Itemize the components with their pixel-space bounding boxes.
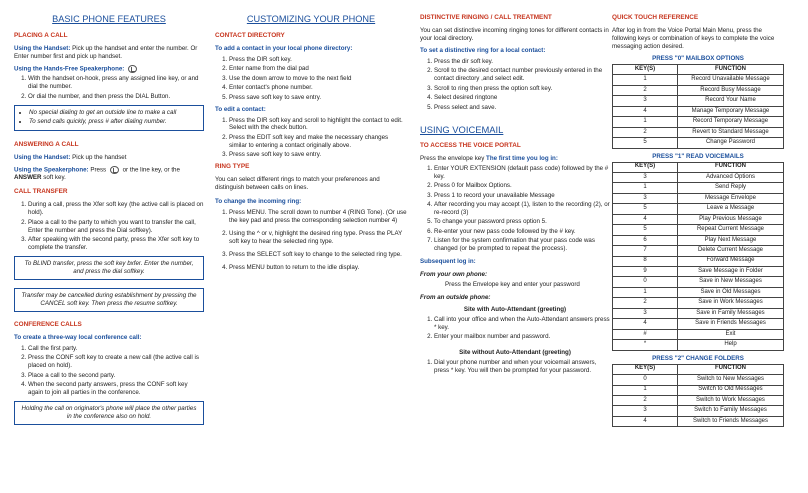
list-item: 1. Press MENU. The scroll down to number 4 (RING Tone). (Or use the key pad and press the corresponding selection number 4) bbox=[229, 209, 407, 225]
table-row bbox=[613, 416, 784, 426]
key-cell: 2 bbox=[613, 127, 678, 137]
table-row bbox=[613, 340, 784, 350]
table-header-row bbox=[613, 162, 784, 172]
table-row bbox=[613, 319, 784, 329]
function-cell: Record Busy Message bbox=[677, 85, 783, 95]
key-cell: 0 bbox=[613, 277, 678, 287]
function-cell: Exit bbox=[677, 329, 783, 339]
table-row bbox=[613, 256, 784, 266]
function-cell: Play Previous Message bbox=[677, 214, 783, 224]
without-aa-steps bbox=[420, 359, 610, 375]
list-item: 4. After recording you may accept (1), listen to the recording (2), or re-record (3) bbox=[434, 201, 610, 217]
table-row bbox=[613, 204, 784, 214]
list-item: 2. Place a call to the party to which you want to transfer the call, Enter the number and press the Dial softkey). bbox=[28, 219, 204, 235]
basic-features-title: BASIC PHONE FEATURES bbox=[52, 14, 166, 24]
table-row bbox=[613, 183, 784, 193]
table-row bbox=[613, 329, 784, 339]
list-item: 3. Use the down arrow to move to the next field bbox=[229, 75, 407, 83]
conference-heading: CONFERENCE CALLS bbox=[14, 320, 82, 328]
table-row bbox=[613, 214, 784, 224]
reference-tables bbox=[612, 55, 784, 427]
table-row bbox=[613, 267, 784, 277]
function-cell: Play Next Message bbox=[677, 235, 783, 245]
key-cell: 3 bbox=[613, 406, 678, 416]
function-cell: Save in Family Messages bbox=[677, 308, 783, 318]
reference-table bbox=[612, 64, 784, 149]
ring-steps bbox=[215, 209, 407, 272]
table-row bbox=[613, 106, 784, 116]
own-phone-label: From your own phone: bbox=[420, 271, 488, 279]
key-cell: 5 bbox=[613, 225, 678, 235]
conference-hold-box: Holding the call on originator's phone will place the other parties in the conference also on hold. bbox=[14, 401, 204, 425]
list-item: 2. Enter name from the dial pad bbox=[229, 65, 407, 73]
function-cell: Switch to New Messages bbox=[677, 375, 783, 385]
function-cell: Switch to Work Messages bbox=[677, 395, 783, 405]
voicemail-title: USING VOICEMAIL bbox=[420, 123, 504, 135]
voice-portal-heading: TO ACCESS THE VOICE PORTAL bbox=[420, 141, 521, 149]
function-cell: Save in Old Messages bbox=[677, 287, 783, 297]
key-cell: * bbox=[613, 340, 678, 350]
speaker-icon bbox=[128, 65, 137, 73]
list-item: • No special dialing to get an outside line to make a call bbox=[29, 109, 198, 117]
key-cell: 3 bbox=[613, 308, 678, 318]
key-cell: 3 bbox=[613, 172, 678, 182]
voicemail-column bbox=[420, 14, 610, 377]
reference-table bbox=[612, 364, 784, 428]
table-row bbox=[613, 298, 784, 308]
list-item: 1. Enter YOUR EXTENSION (default pass code) followed by the # key. bbox=[434, 165, 610, 181]
key-cell: 4 bbox=[613, 416, 678, 426]
function-column-header: FUNCTION bbox=[677, 364, 783, 374]
with-aa-label: Site with Auto-Attendant (greeting) bbox=[463, 305, 567, 313]
add-contact-steps bbox=[215, 56, 407, 102]
add-contact-sub: To add a contact in your local phone directory: bbox=[215, 44, 353, 52]
key-cell: 0 bbox=[613, 375, 678, 385]
reference-table bbox=[612, 162, 784, 351]
table-row bbox=[613, 85, 784, 95]
function-cell: Repeat Current Message bbox=[677, 225, 783, 235]
list-item: 4. Select desired ringtone bbox=[434, 94, 610, 102]
list-item: 1. Press the DIR soft key and scroll to highlight the contact to edit. Select with the check button. bbox=[229, 117, 407, 133]
function-cell: Forward Message bbox=[677, 256, 783, 266]
list-item: 1. Call into your office and when the Auto-Attendant answers press * key. bbox=[434, 316, 610, 332]
function-cell: Record Temporary Message bbox=[677, 117, 783, 127]
basic-features-column bbox=[14, 14, 204, 429]
placing-steps bbox=[14, 75, 204, 100]
table-row bbox=[613, 308, 784, 318]
distinctive-sub: To set a distinctive ring for a local contact: bbox=[420, 47, 546, 55]
key-cell: 2 bbox=[613, 298, 678, 308]
table-row bbox=[613, 172, 784, 182]
function-cell: Switch to Family Messages bbox=[677, 406, 783, 416]
envelope-intro: Press the envelope key The first time you log in: bbox=[420, 154, 558, 162]
list-item: 3. Press the SELECT soft key to change to the selected ring type. bbox=[229, 251, 407, 259]
function-cell: Revert to Standard Message bbox=[677, 127, 783, 137]
key-cell: 1 bbox=[613, 117, 678, 127]
function-cell: Leave a Message bbox=[677, 204, 783, 214]
keys-column-header: KEY(S) bbox=[613, 64, 678, 74]
list-item: 5. To change your password press option 5. bbox=[434, 218, 610, 226]
conference-sub: To create a three-way local conference call: bbox=[14, 333, 142, 341]
quick-reference-column bbox=[612, 14, 784, 427]
key-cell: 9 bbox=[613, 267, 678, 277]
list-item: 4. When the second party answers, press the CONF soft key again to join all parties in the conference. bbox=[28, 381, 204, 397]
without-aa-label: Site without Auto-Attendant (greeting) bbox=[459, 349, 571, 357]
distinctive-intro: You can set distinctive incoming ringing tones for different contacts in your local directory. bbox=[420, 27, 609, 43]
list-item: 4. Enter contact's phone number. bbox=[229, 84, 407, 92]
table-row bbox=[613, 375, 784, 385]
table-row bbox=[613, 235, 784, 245]
placing-handset-para: Using the Handset: Pick up the handset and enter the number. Or Enter number first and pick up handset. bbox=[14, 44, 198, 60]
function-cell: Record Unavailable Message bbox=[677, 75, 783, 85]
keys-column-header: KEY(S) bbox=[613, 364, 678, 374]
subsequent-login-sub: Subsequent log in: bbox=[420, 258, 476, 266]
function-cell: Delete Current Message bbox=[677, 246, 783, 256]
function-cell: Save Message in Folder bbox=[677, 267, 783, 277]
list-item: 1. Call the first party. bbox=[28, 345, 204, 353]
key-cell: 4 bbox=[613, 106, 678, 116]
edit-contact-sub: To edit a contact: bbox=[215, 105, 266, 113]
function-column-header: FUNCTION bbox=[677, 64, 783, 74]
key-cell: 2 bbox=[613, 85, 678, 95]
transfer-steps bbox=[14, 201, 204, 252]
list-item: 4. Press MENU button to return to the idle display. bbox=[229, 264, 407, 272]
list-item: 2. Or dial the number, and then press the DIAL Button. bbox=[28, 93, 204, 101]
table-title: PRESS "1" READ VOICEMAILS bbox=[652, 152, 744, 160]
handsfree-label: Using the Hands-Free Speakerphone: bbox=[14, 65, 204, 74]
list-item: 3. Scroll to ring then press the option soft key. bbox=[434, 85, 610, 93]
list-item: 1. Dial your phone number and when your voicemail answers, press * key. You will then be prompted for your password. bbox=[434, 359, 610, 375]
function-cell: Help bbox=[677, 340, 783, 350]
key-cell: 1 bbox=[613, 75, 678, 85]
table-row bbox=[613, 246, 784, 256]
table-row bbox=[613, 277, 784, 287]
function-cell: Save in Work Messages bbox=[677, 298, 783, 308]
key-cell: 4 bbox=[613, 319, 678, 329]
list-item: 5. Press select and save. bbox=[434, 104, 610, 112]
distinctive-steps bbox=[420, 58, 610, 112]
with-aa-steps bbox=[420, 316, 610, 341]
outside-phone-label: From an outside phone: bbox=[420, 293, 491, 301]
table-row bbox=[613, 117, 784, 127]
table-header-row bbox=[613, 64, 784, 74]
change-ring-sub: To change the incoming ring: bbox=[215, 198, 302, 206]
list-item: • To send calls quickly, press # after dialing number. bbox=[29, 118, 198, 126]
function-cell: Switch to Friends Messages bbox=[677, 416, 783, 426]
key-cell: 1 bbox=[613, 183, 678, 193]
function-cell: Message Envelope bbox=[677, 193, 783, 203]
function-cell: Manage Temporary Message bbox=[677, 106, 783, 116]
function-cell: Save in Friends Messages bbox=[677, 319, 783, 329]
answering-call-heading: ANSWERING A CALL bbox=[14, 140, 79, 148]
list-item: 2. Press the EDIT soft key and make the necessary changes similar to entering a contact originally above. bbox=[229, 134, 407, 150]
list-item: 3. Place a call to the second party. bbox=[28, 372, 204, 380]
table-row bbox=[613, 193, 784, 203]
table-row bbox=[613, 75, 784, 85]
list-item: 1. With the handset on-hook, press any assigned line key, or and dial the number. bbox=[28, 75, 204, 91]
answer-handset-para: Using the Handset: Pick up the handset bbox=[14, 153, 127, 161]
list-item: 1. Press the dir soft key. bbox=[434, 58, 610, 66]
own-phone-text: Press the Envelope key and enter your password bbox=[445, 281, 580, 289]
quick-reference-intro: After log in from the Voice Portal Main Menu, press the following keys or combination of keys to complete the voice messaging action desired. bbox=[612, 27, 775, 51]
function-cell: Send Reply bbox=[677, 183, 783, 193]
contact-directory-heading: CONTACT DIRECTORY bbox=[215, 31, 285, 39]
edit-contact-steps bbox=[215, 117, 407, 160]
cancel-transfer-box: Transfer may be cancelled during establishment by pressing the CANCEL soft key. Then press the resume softkey. bbox=[14, 288, 204, 312]
key-cell: # bbox=[613, 329, 678, 339]
ring-type-heading: RING TYPE bbox=[215, 163, 250, 171]
key-cell: 5 bbox=[613, 138, 678, 148]
key-cell: 8 bbox=[613, 256, 678, 266]
placing-notes-box bbox=[14, 105, 204, 131]
list-item: 2. Enter your mailbox number and password. bbox=[434, 333, 610, 341]
customizing-title: CUSTOMIZING YOUR PHONE bbox=[246, 14, 376, 24]
list-item: 2. Scroll to the desired contact number previously entered in the contact directory ,and select edit. bbox=[434, 67, 610, 83]
list-item: 7. Listen for the system confirmation that your pass code was changed (or be prompted to repeat the process). bbox=[434, 237, 610, 253]
list-item: 1. Press the DIR soft key. bbox=[229, 56, 407, 64]
call-transfer-heading: CALL TRANSFER bbox=[14, 188, 68, 196]
key-cell: 1 bbox=[613, 385, 678, 395]
list-item: 5. Press save soft key to save entry. bbox=[229, 94, 407, 102]
list-item: 2. Using the ^ or v, highlight the desired ring type. Press the PLAY soft key to hear the selected ring type. bbox=[229, 230, 407, 246]
answer-speaker-para: Using the Speakerphone: Press or the line key, or the ANSWER soft key. bbox=[14, 166, 180, 182]
table-header-row bbox=[613, 364, 784, 374]
conference-steps bbox=[14, 345, 204, 397]
table-row bbox=[613, 225, 784, 235]
list-item: 6. Re-enter your new pass code followed by the # key. bbox=[434, 228, 610, 236]
table-row bbox=[613, 96, 784, 106]
list-item: 2. Press 0 for Mailbox Options. bbox=[434, 182, 610, 190]
key-cell: 7 bbox=[613, 246, 678, 256]
key-cell: 4 bbox=[613, 214, 678, 224]
distinctive-heading: DISTINCTIVE RINGING / CALL TREATMENT bbox=[420, 14, 552, 21]
key-cell: 3 bbox=[613, 96, 678, 106]
function-cell: Change Password bbox=[677, 138, 783, 148]
list-item: 2. Press the CONF soft key to create a new call (the active call is placed on hold). bbox=[28, 354, 204, 370]
blind-transfer-box: To BLIND transfer, press the soft key bxfer. Enter the number, and press the dial softkey. bbox=[14, 256, 204, 280]
list-item: 3. After speaking with the second party, press the Xfer soft key to complete the transfer. bbox=[28, 236, 204, 252]
placing-call-heading: PLACING A CALL bbox=[14, 31, 68, 39]
table-title: PRESS "2" CHANGE FOLDERS bbox=[652, 354, 744, 362]
key-cell: 5 bbox=[613, 204, 678, 214]
list-item: 1. During a call, press the Xfer soft key (the active call is placed on hold). bbox=[28, 201, 204, 217]
key-cell: 6 bbox=[613, 235, 678, 245]
speaker-icon bbox=[110, 166, 119, 174]
quick-reference-heading: QUICK TOUCH REFERENCE bbox=[612, 14, 699, 21]
function-column-header: FUNCTION bbox=[677, 162, 783, 172]
list-item: 3. Press 1 to record your unavailable Message bbox=[434, 192, 610, 200]
list-item: 3. Press save soft key to save entry. bbox=[229, 151, 407, 159]
table-row bbox=[613, 127, 784, 137]
table-title: PRESS "0" MAILBOX OPTIONS bbox=[652, 55, 744, 62]
function-cell: Advanced Options bbox=[677, 172, 783, 182]
ring-type-intro: You can select different rings to match your preferences and distinguish between calls on lines. bbox=[215, 176, 380, 192]
table-row bbox=[613, 287, 784, 297]
customizing-column bbox=[215, 14, 407, 274]
key-cell: 2 bbox=[613, 395, 678, 405]
table-row bbox=[613, 406, 784, 416]
keys-column-header: KEY(S) bbox=[613, 162, 678, 172]
table-row bbox=[613, 385, 784, 395]
table-row bbox=[613, 395, 784, 405]
key-cell: 3 bbox=[613, 193, 678, 203]
table-row bbox=[613, 138, 784, 148]
function-cell: Switch to Old Messages bbox=[677, 385, 783, 395]
function-cell: Save in New Messages bbox=[677, 277, 783, 287]
key-cell: 1 bbox=[613, 287, 678, 297]
first-login-steps bbox=[420, 165, 610, 253]
function-cell: Record Your Name bbox=[677, 96, 783, 106]
